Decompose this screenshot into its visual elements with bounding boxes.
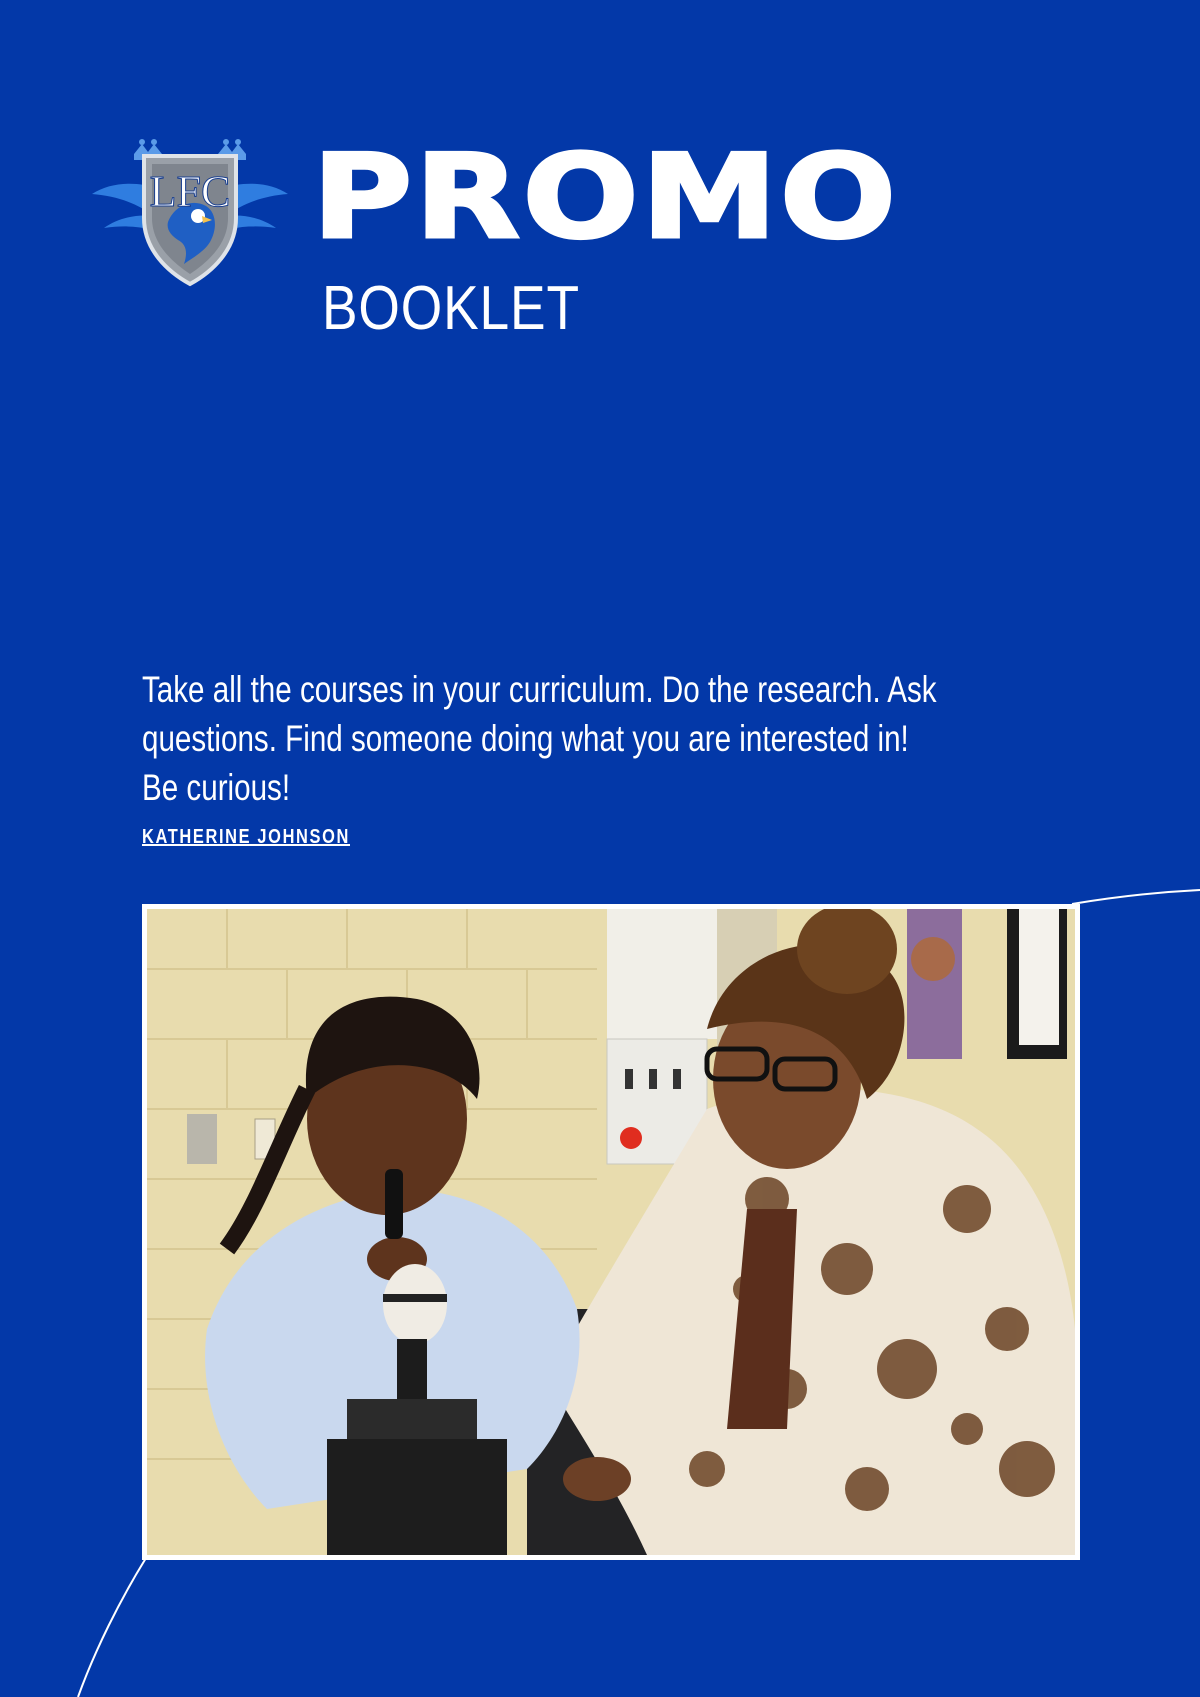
school-crest-logo — [88, 132, 292, 288]
quote-line-3: Be curious! — [142, 767, 291, 808]
quote-line-2: questions. Find someone doing what you are interested in! — [142, 718, 909, 759]
page-title: PROMO — [312, 130, 899, 265]
feature-photo — [142, 904, 1080, 1560]
page-subtitle: BOOKLET — [322, 274, 580, 343]
quote-text — [142, 665, 974, 812]
logo-letters: LFC — [149, 167, 231, 216]
bottom-left-curve — [78, 1558, 146, 1697]
quote-attribution: KATHERINE JOHNSON — [142, 826, 350, 848]
quote-line-1: Take all the courses in your curriculum. Do the research. Ask — [142, 669, 937, 710]
photo-student-microscope-icon — [147, 909, 1075, 1555]
top-right-curve — [1072, 890, 1200, 904]
